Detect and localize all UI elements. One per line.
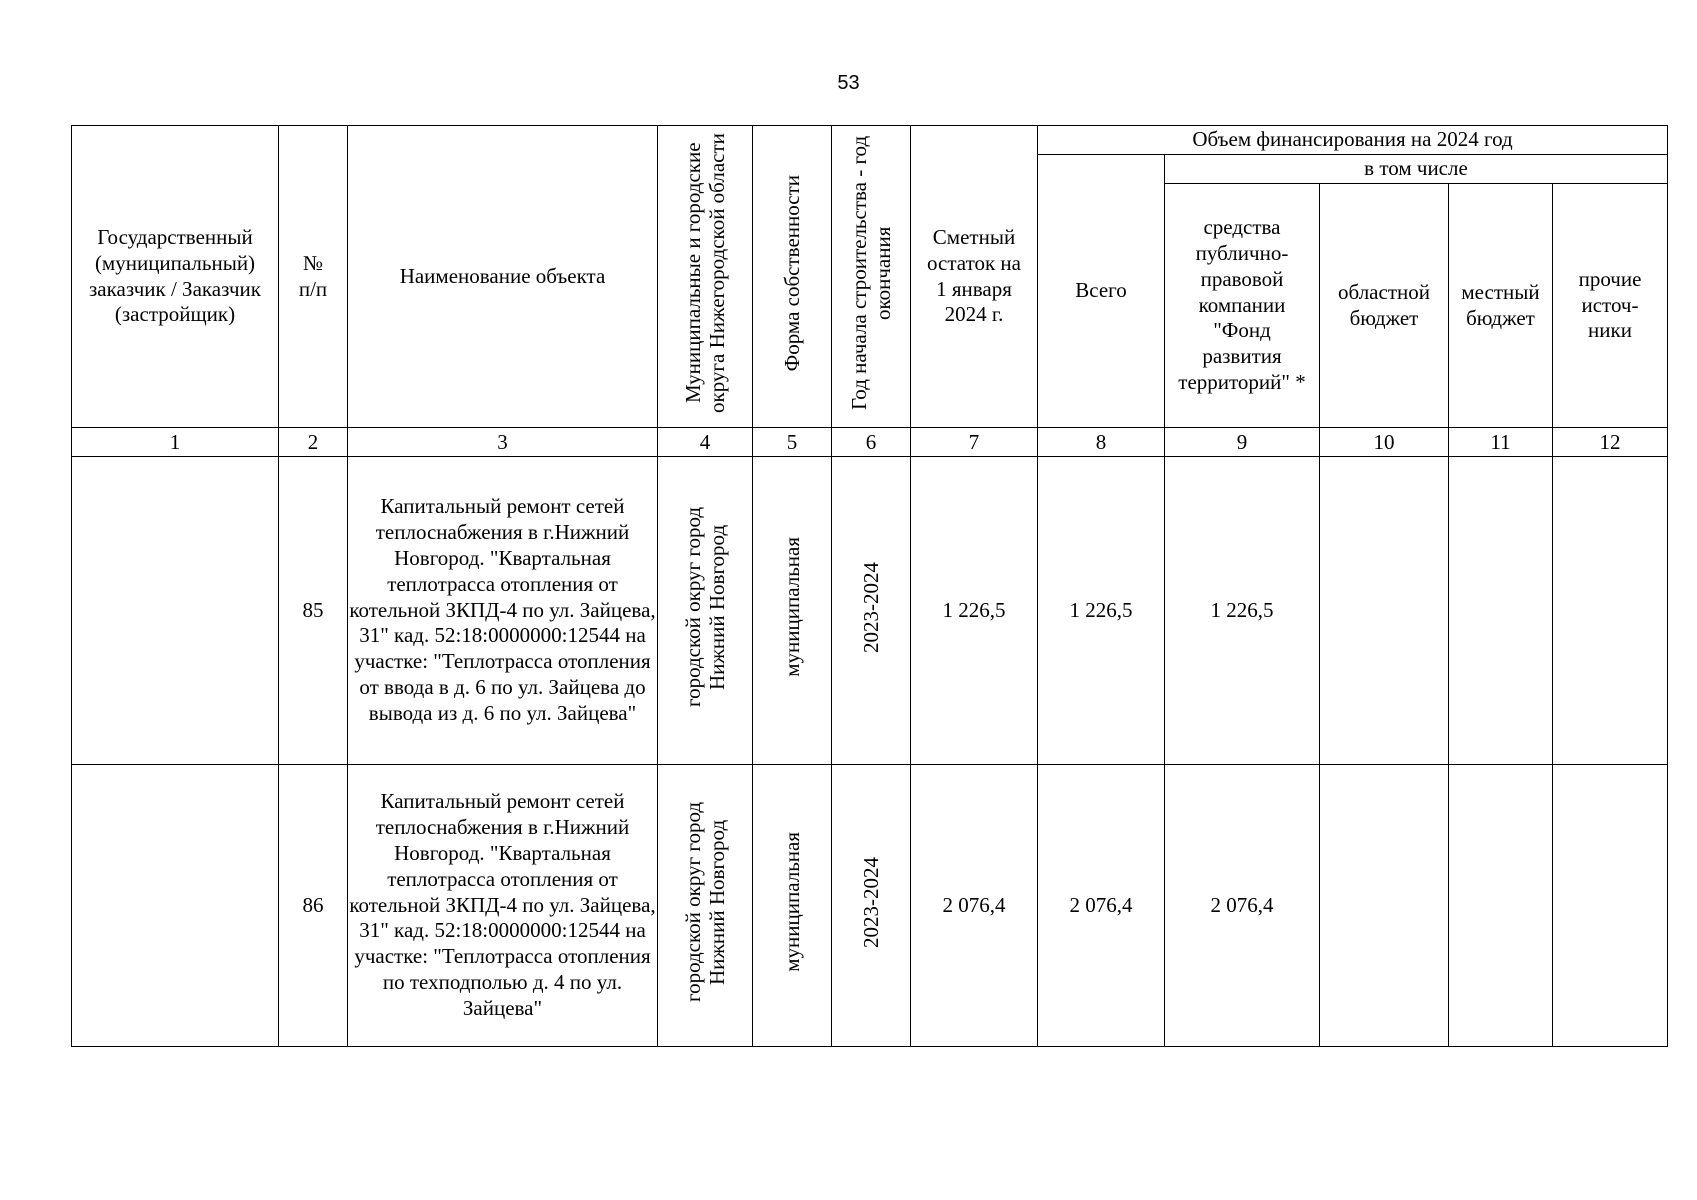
row-years: 2023-2024 — [832, 765, 911, 1047]
table-row — [72, 765, 1668, 1047]
row-other — [1553, 765, 1668, 1047]
row-other — [1553, 457, 1668, 765]
row-local — [1449, 457, 1553, 765]
column-number: 2 — [279, 428, 348, 457]
header-funding-group: Объем финансирования на 2024 год — [1038, 126, 1668, 155]
header-object-name: Наименование объекта — [348, 126, 658, 428]
row-years: 2023-2024 — [832, 457, 911, 765]
row-regional — [1320, 457, 1449, 765]
header-balance: Сметный остаток на 1 января 2024 г. — [911, 126, 1038, 428]
row-customer — [72, 457, 279, 765]
column-number: 3 — [348, 428, 658, 457]
header-regional: областной бюджет — [1320, 184, 1449, 428]
row-ownership: муниципальная — [753, 457, 832, 765]
header-customer: Государственный (муниципальный) заказчик / Заказчик (застройщик) — [72, 126, 279, 428]
header-including: в том числе — [1165, 155, 1668, 184]
header-num: № п/п — [279, 126, 348, 428]
row-local — [1449, 765, 1553, 1047]
row-balance: 2 076,4 — [911, 765, 1038, 1047]
column-number-row — [72, 428, 1668, 457]
table-row — [72, 457, 1668, 765]
row-object-name: Капитальный ремонт сетей теплоснабжения в г.Нижний Новгород. "Квартальная теплотрасса отопления от котельной ЗКПД-4 по ул. Зайцева, 31" кад. 52:18:0000000:12544 на участке: "Теплотрасса отопления от ввода в д. 6 по ул. Зайцева до вывода из д. 6 по ул. Зайцева" — [348, 457, 658, 765]
row-balance: 1 226,5 — [911, 457, 1038, 765]
row-fund: 2 076,4 — [1165, 765, 1320, 1047]
header-municipality: Муниципальные и городские округа Нижегородской области — [658, 126, 753, 428]
row-num: 85 — [279, 457, 348, 765]
page-number: 53 — [837, 72, 860, 94]
row-fund: 1 226,5 — [1165, 457, 1320, 765]
column-number: 11 — [1449, 428, 1553, 457]
row-ownership: муниципальная — [753, 765, 832, 1047]
row-regional — [1320, 765, 1449, 1047]
column-number: 8 — [1038, 428, 1165, 457]
row-total: 1 226,5 — [1038, 457, 1165, 765]
row-object-name: Капитальный ремонт сетей теплоснабжения в г.Нижний Новгород. "Квартальная теплотрасса отопления от котельной ЗКПД-4 по ул. Зайцева, 31" кад. 52:18:0000000:12544 на участке: "Теплотрасса отопления по техподполью д. 4 по ул. Зайцева" — [348, 765, 658, 1047]
financing-table — [71, 125, 1668, 1047]
row-num: 86 — [279, 765, 348, 1047]
column-number: 6 — [832, 428, 911, 457]
row-customer — [72, 765, 279, 1047]
header-years: Год начала строительства - год окончания — [832, 126, 911, 428]
column-number: 10 — [1320, 428, 1449, 457]
row-total: 2 076,4 — [1038, 765, 1165, 1047]
header-other: прочие источ-ники — [1553, 184, 1668, 428]
header-ownership: Форма собственности — [753, 126, 832, 428]
column-number: 5 — [753, 428, 832, 457]
row-municipality: городской округ город Нижний Новгород — [658, 457, 753, 765]
column-number: 7 — [911, 428, 1038, 457]
row-municipality: городской округ город Нижний Новгород — [658, 765, 753, 1047]
column-number: 4 — [658, 428, 753, 457]
header-fund: средства публично-правовой компании "Фонд развития территорий" * — [1165, 184, 1320, 428]
header-local: местный бюджет — [1449, 184, 1553, 428]
column-number: 1 — [72, 428, 279, 457]
column-number: 9 — [1165, 428, 1320, 457]
column-number: 12 — [1553, 428, 1668, 457]
header-total: Всего — [1038, 155, 1165, 428]
